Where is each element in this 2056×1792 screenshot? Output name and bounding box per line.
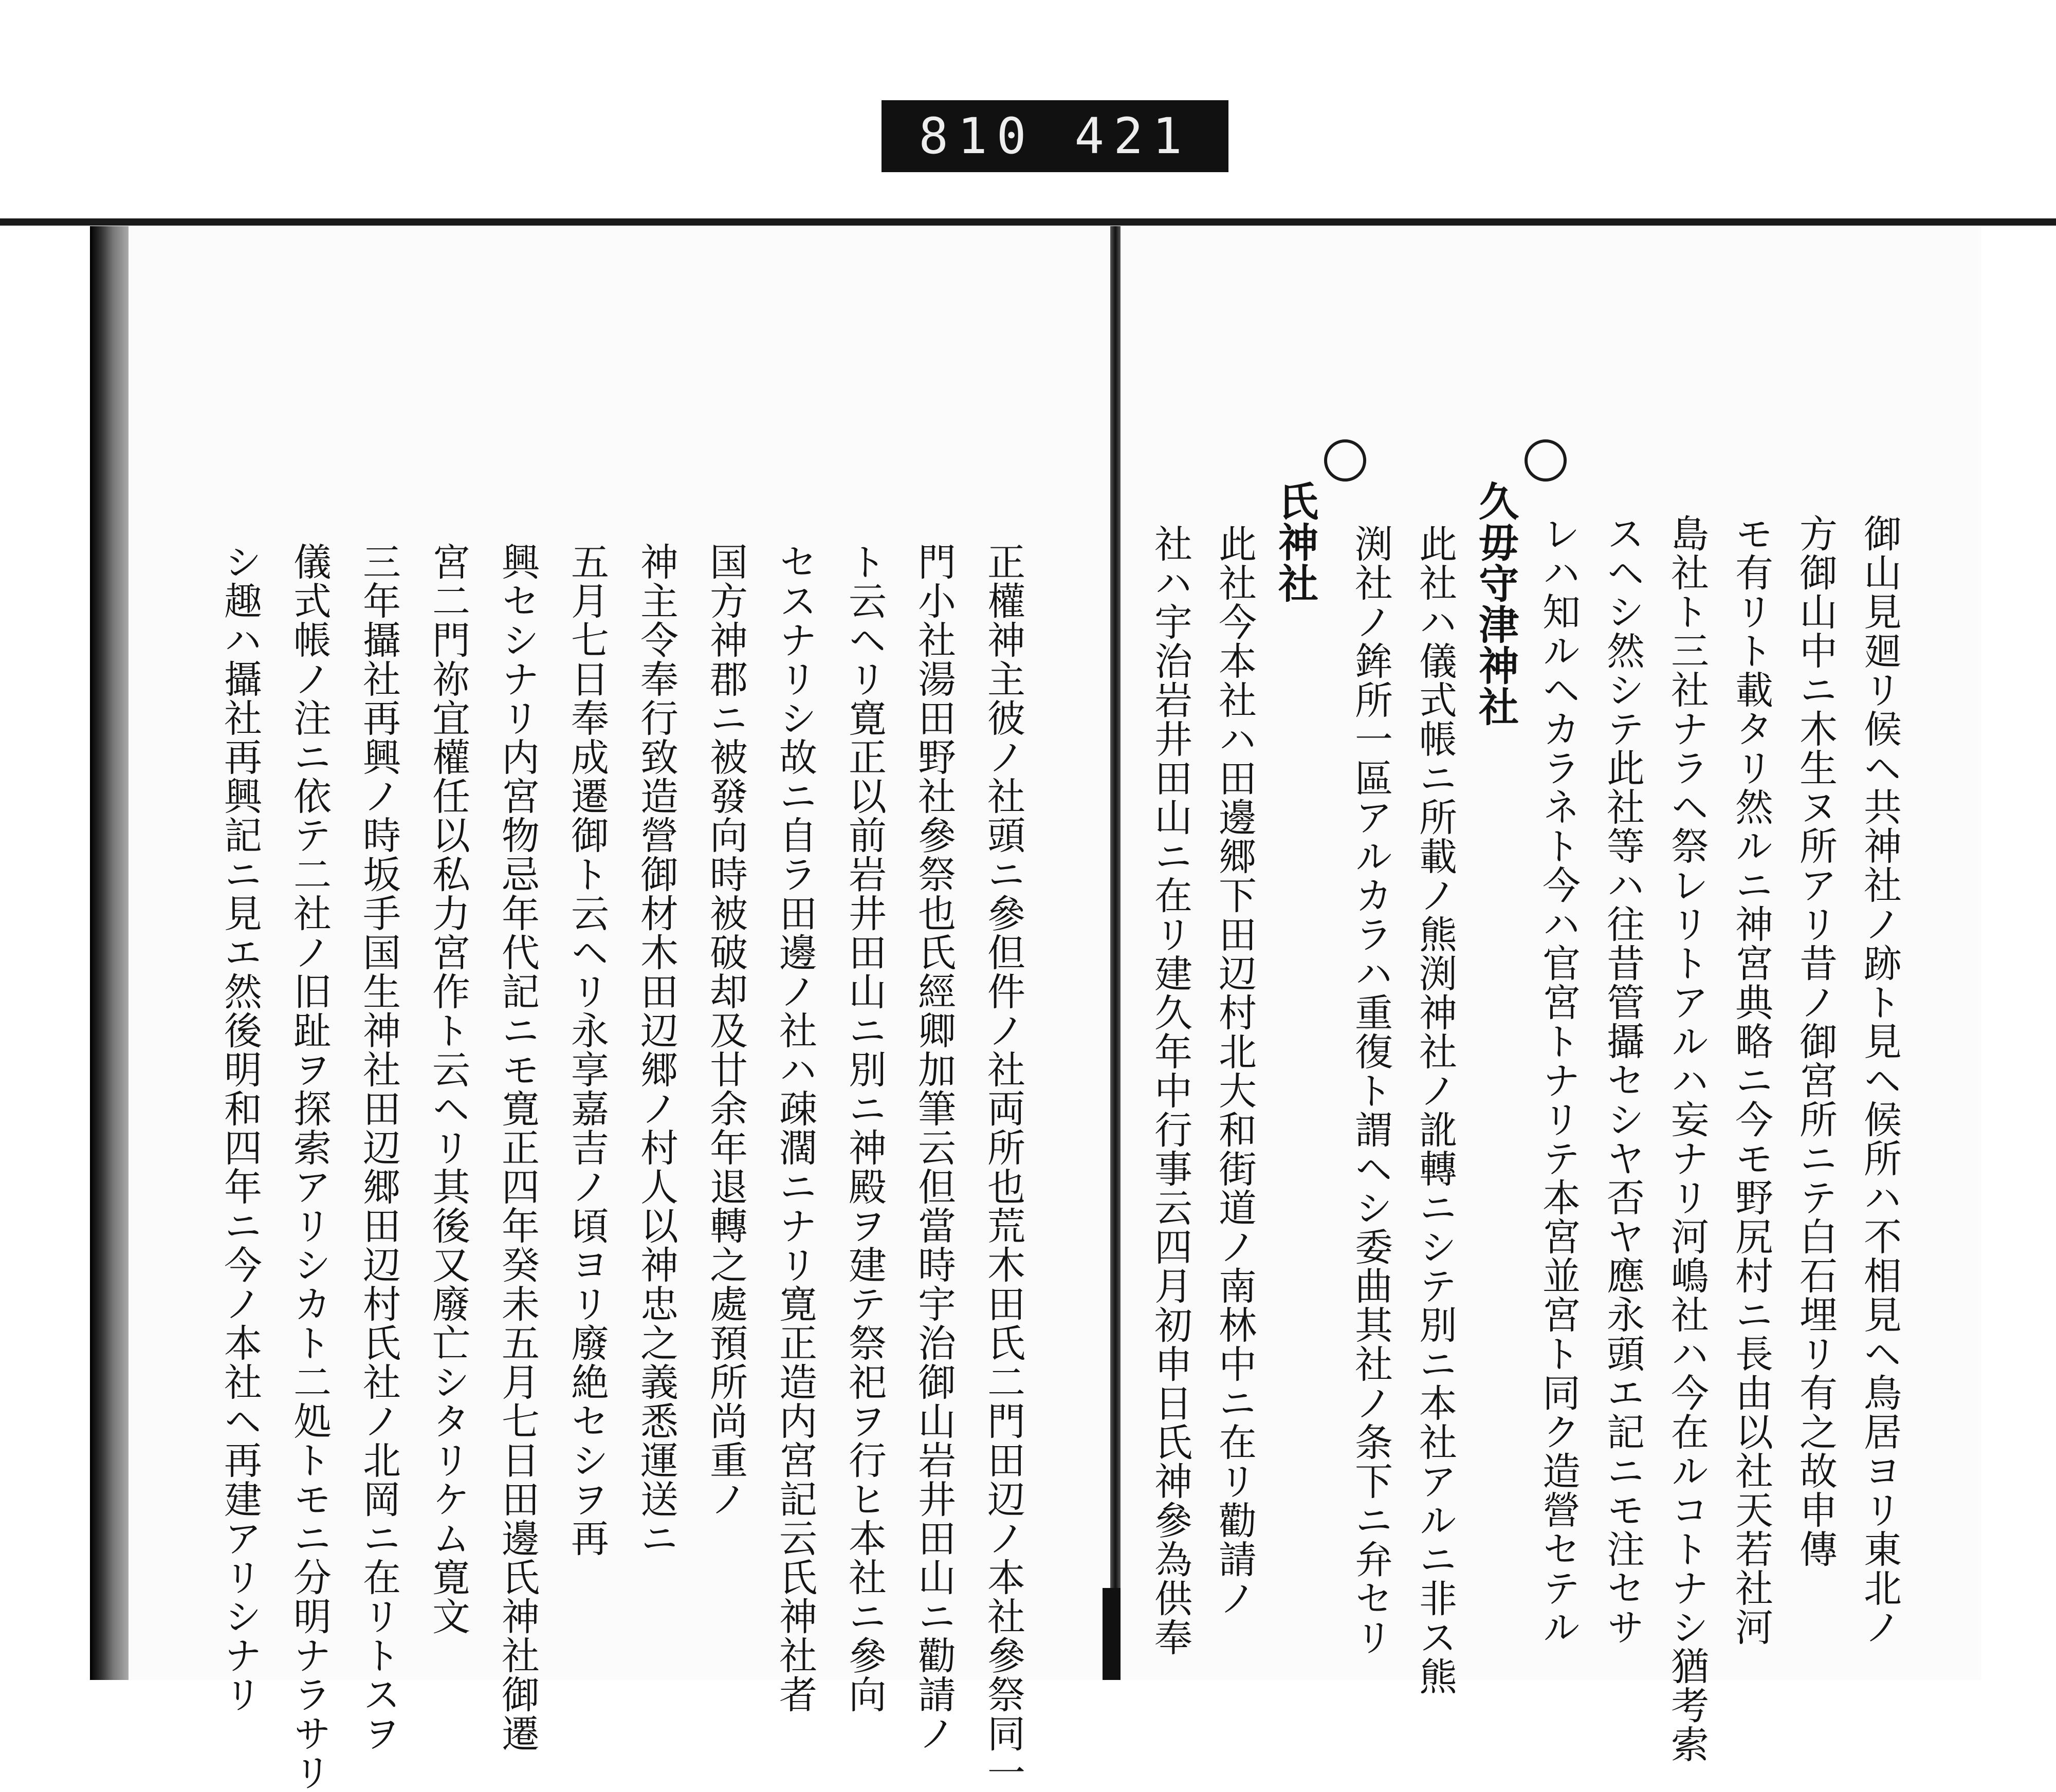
- section-title-kumosutsu: 久毋守津神社: [1472, 481, 1519, 727]
- archive-label-text: 810 421: [919, 107, 1191, 165]
- book-gutter: [1110, 226, 1121, 1680]
- section2-col-2: 社ハ宇治岩井田山ニ在リ建久年中行事云四月初申日氏神參為供奉: [1148, 524, 1192, 1657]
- section1-col-1: 此社ハ儀式帳ニ所載ノ熊渕神社ノ訛轉ニシテ別ニ本社アルニ非ス熊: [1413, 524, 1457, 1696]
- right-col-3: モ有リト載タリ然ルニ神宮典略ニ今モ野尻村ニ長由以社天若社河: [1729, 514, 1773, 1647]
- open-book: [90, 226, 1981, 1792]
- right-col-6: レハ知ルヘカラネト今ハ官宮トナリテ本宮並宮ト同ク造營セテル: [1536, 514, 1581, 1647]
- right-col-1: 御山見廻リ候ヘ共神社ノ跡ト見ヘ候所ハ不相見ヘ鳥居ヨリ東北ノ: [1858, 514, 1902, 1647]
- left-col-9: 宮二門祢宜權任以私力宮作ト云ヘリ其後又廢亡シタリケム寛文: [426, 542, 470, 1636]
- right-col-5: スヘシ然シテ此社等ハ往昔管攝セシヤ否ヤ應永頭エ記ニモ注セサ: [1601, 514, 1645, 1647]
- scan-top-border: [0, 218, 2056, 226]
- left-col-3: ト云ヘリ寛正以前岩井田山ニ別ニ神殿ヲ建テ祭祀ヲ行ヒ本社ニ參向: [842, 542, 887, 1714]
- left-col-1: 正權神主彼ノ社頭ニ參但件ノ社両所也荒木田氏二門田辺ノ本社參祭同一: [981, 542, 1025, 1792]
- right-col-2: 方御山中ニ木生ヌ所アリ昔ノ御宮所ニテ白石埋リ有之故申傳: [1793, 514, 1838, 1568]
- archive-label: [882, 100, 1228, 172]
- section1-col-2: 渕社ノ鉾所一區アルカラハ重復ト謂ヘシ委曲其社ノ条下ニ弁セリ: [1349, 524, 1393, 1657]
- right-page: [1121, 226, 1981, 1764]
- left-col-6: 神主令奉行致造營御材木田辺郷ノ村人以神忠之義悉運送ニ: [634, 542, 678, 1558]
- section2-col-1: 此社今本社ハ田邊郷下田辺村北大和街道ノ南林中ニ在リ勸請ノ: [1213, 524, 1257, 1618]
- section-circle-mark: [1324, 439, 1366, 482]
- section-circle-mark: [1525, 439, 1567, 482]
- left-col-5: 国方神郡ニ被發向時被破却及廿余年退轉之處預所尚重ノ: [704, 542, 748, 1519]
- left-col-10: 三年攝社再興ノ時坂手国生神社田辺郷田辺村氏社ノ北岡ニ在リトスヲ: [357, 542, 401, 1753]
- left-col-2: 門小社湯田野社參祭也氏經卿加筆云但當時宇治御山岩井田山ニ勸請ノ: [912, 542, 956, 1753]
- book-edge-left: [90, 226, 128, 1680]
- left-col-12: シ趣ハ攝社再興記ニ見エ然後明和四年ニ今ノ本社ヘ再建アリシナリ: [218, 542, 262, 1714]
- right-col-4: 島社ト三社ナラヘ祭レリトアルハ妄ナリ河嶋社ハ今在ルコトナシ猶考索: [1665, 514, 1709, 1764]
- left-page: [128, 226, 1115, 1792]
- section-title-ujigami: 氏神社: [1272, 481, 1318, 604]
- left-col-7: 五月七日奉成遷御ト云ヘリ永享嘉吉ノ頃ヨリ廢絶セシヲ再: [565, 542, 609, 1558]
- left-col-8: 興セシナリ内宮物忌年代記ニモ寛正四年癸未五月七日田邊氏神社御遷: [495, 542, 540, 1753]
- left-col-4: セスナリシ故ニ自ラ田邊ノ社ハ疎濶ニナリ寛正造内宮記云氏神社者: [773, 542, 817, 1714]
- left-col-11: 儀式帳ノ注ニ依テ二社ノ旧趾ヲ探索アリシカト二処トモニ分明ナラサリ: [287, 542, 332, 1792]
